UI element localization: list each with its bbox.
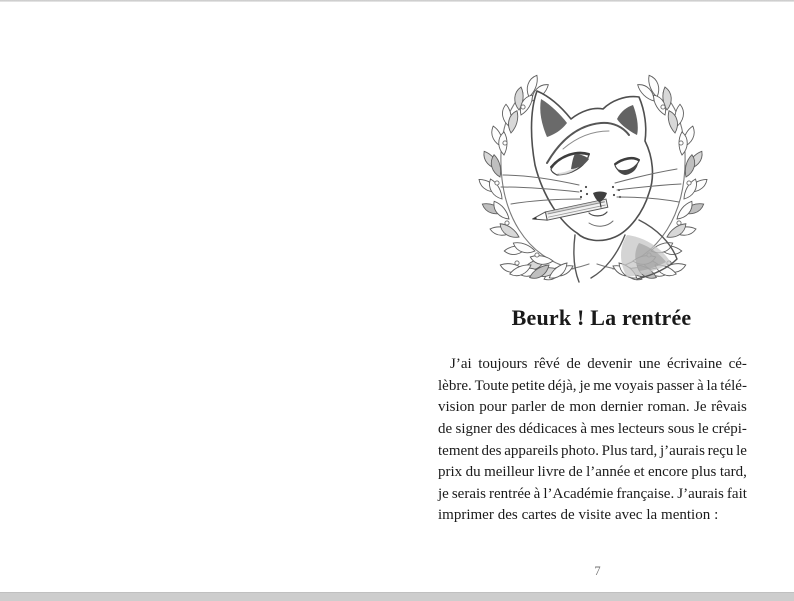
- chapter-paragraph: [438, 356, 747, 529]
- paragraph-line: vision pour parler de mon dernier roman. Je rêvais: [438, 399, 747, 416]
- paragraph-line: lèbre. Toute petite déjà, je me voyais passer à la télé-: [438, 377, 747, 394]
- page-number: 7: [594, 564, 601, 578]
- paragraph-line: de signer des dédicaces à mes lecteurs sous le crépi-: [438, 420, 747, 437]
- paragraph-line: imprimer des cartes de visite avec la mention :: [438, 507, 719, 524]
- cat-pencil-laurel-illustration: [477, 64, 709, 286]
- left-page-blank: [0, 2, 397, 592]
- paragraph-line: tement des appareils photo. Plus tard, j’aurais reçu le: [438, 442, 747, 459]
- paragraph-line: je serais rentrée à l’Académie française. J’aurais fait: [438, 485, 747, 502]
- paragraph-line: prix du meilleur livre de l’année et encore plus tard,: [438, 464, 747, 481]
- paragraph-line: J’ai toujours rêvé de devenir une écrivaine cé-: [450, 356, 747, 372]
- chapter-title: Beurk ! La rentrée: [511, 305, 692, 330]
- window-bottom-bar: [0, 592, 794, 601]
